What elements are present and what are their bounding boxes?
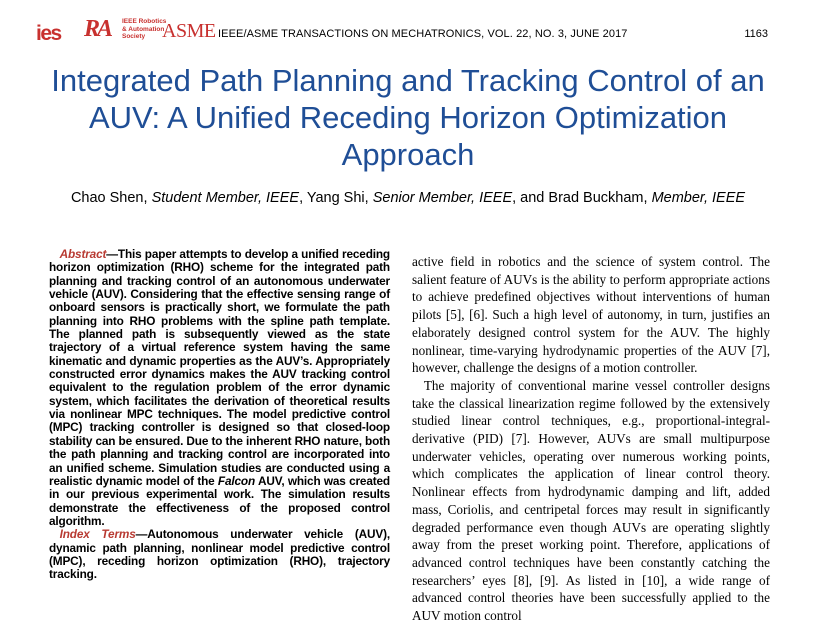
journal-logos bbox=[36, 14, 222, 54]
abstract-label: Abstract bbox=[59, 247, 107, 261]
abstract-column bbox=[49, 248, 390, 582]
author-shen-role: Student Member, IEEE bbox=[151, 190, 300, 206]
asme-logo: ASME bbox=[162, 20, 216, 42]
abstract-falcon: Falcon bbox=[217, 473, 256, 488]
author-buckham-role: Member, IEEE bbox=[651, 190, 746, 206]
ies-logo: ies bbox=[36, 22, 61, 45]
author-line bbox=[20, 190, 796, 206]
ras-logo-text: IEEE Robotics & Automation Society bbox=[122, 18, 167, 40]
author-buckham: , and Brad Buckham, bbox=[512, 190, 652, 206]
journal-header: IEEE/ASME TRANSACTIONS ON MECHATRONICS, VOL. 22, NO. 3, JUNE 2017 bbox=[218, 28, 628, 40]
ras-logo: RA bbox=[84, 16, 111, 42]
author-shi-role: Senior Member, IEEE bbox=[372, 190, 513, 206]
abstract-text-end: AUV, which was created in our previous experimental work. The simulation results demonstrate the effectiveness of the proposed control algorithm. bbox=[49, 473, 390, 528]
abstract bbox=[49, 248, 390, 528]
abstract-text: —This paper attempts to develop a unified receding horizon optimization (RHO) scheme for the integrated path planning and tracking control of an autonomous underwater vehicle (AUV). Considering that the effective sensing range of onboard sensors is practically short, we formulate the path planning into RHO problems with the spline path template. The planned path is subsequently viewed as the state trajectory of a virtual reference system having the same kinematic and dynamic properties as the AUV’s. Appropriately constructed error dynamics makes the AUV tracking control equivalent to the regulation problem of the error dynamic system, which facilitates the derivation of theoretical results via nonlinear MPC techniques. The model predictive control (MPC) tracking controller is designed so that closed-loop stability can be ensured. Due to the inherent RHO nature, both the path planning and tracking control are incorporated into an unified scheme. Simulation studies are conducted using a realistic dynamic model of the bbox=[49, 247, 390, 488]
body-paragraph-2: The majority of conventional marine vessel controller designs take the classical linearization regime followed by the extensively studied linear control techniques, e.g., proportional-integral-derivative (PID) [7]. However, AUVs are small multipurpose underwater vehicles, operating over numerous working points, which complicates the application of linear control theory. Nonlinear effects from hydrodynamic damping and lift, added mass, Coriolis, and centripetal forces may result in significantly degraded performance even though AUVs are operating slightly away from the preset working point. Therefore, applications of advanced control techniques have been constantly catching the researchers’ eyes [8], [9]. As listed in [10], a wide range of advanced control theories have been successfully applied to the AUV motion control bbox=[412, 377, 770, 624]
index-terms-label: Index Terms bbox=[59, 527, 136, 542]
body-column bbox=[412, 253, 770, 625]
author-shi: , Yang Shi, bbox=[299, 190, 373, 206]
page-number: 1163 bbox=[744, 28, 768, 40]
index-terms bbox=[49, 528, 390, 581]
paper-title: Integrated Path Planning and Tracking Control of an AUV: A Unified Receding Horizon Optimization Approach bbox=[51, 63, 765, 172]
body-paragraph-1: active field in robotics and the science of system control. The salient feature of AUVs is the ability to perform appropriate actions to achieve predefined objectives without interventions of human pilots [5], [6]. Such a high level of autonomy, in turn, justifies an elaborately designed control system for the AUV. The highly nonlinear, time-varying hydrodynamic properties of the AUV [7], however, challenge the designs of a motion controller. bbox=[412, 254, 770, 376]
author-shen: Chao Shen, bbox=[70, 190, 152, 206]
index-terms-text: —Autonomous underwater vehicle (AUV), dynamic path planning, nonlinear model predictive control (MPC), receding horizon optimization (RHO), trajectory tracking. bbox=[49, 527, 390, 582]
